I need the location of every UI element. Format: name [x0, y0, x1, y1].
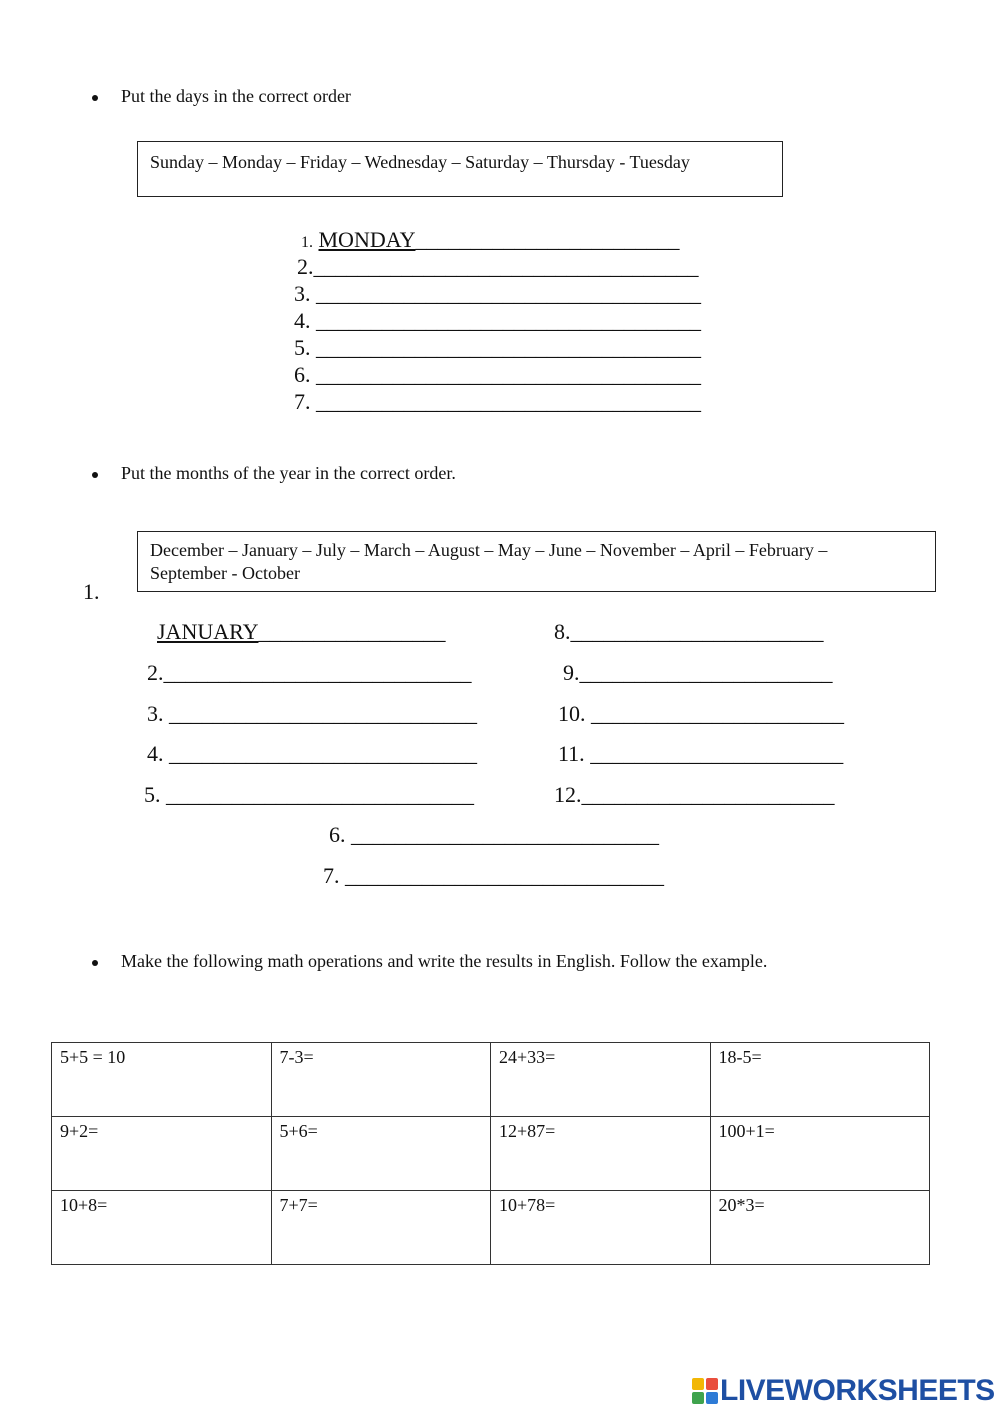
answer-blank[interactable]: _______________________ [584, 741, 844, 766]
answer-blank[interactable]: ________________________ [415, 227, 680, 252]
table-cell[interactable]: 10+8= [52, 1191, 272, 1265]
math-table [51, 1042, 930, 1265]
answer-blank[interactable]: _______________________ [579, 660, 833, 685]
answer-blank[interactable]: ___________________________________ [310, 281, 701, 306]
months-word-bank-line-2: September - October [150, 563, 300, 583]
logo-text: LIVEWORKSHEETS [720, 1374, 995, 1407]
answer-blank[interactable]: _______________________ [585, 701, 844, 726]
days-line-5[interactable] [294, 334, 701, 361]
days-word-bank [137, 141, 783, 197]
line-number: 5. [144, 782, 161, 807]
answer-blank[interactable]: ___________________________________ [310, 362, 701, 387]
answer-blank[interactable]: ___________________________________ [310, 335, 701, 360]
table-row [52, 1043, 930, 1117]
months-line-6[interactable] [329, 822, 659, 848]
days-line-1[interactable] [301, 226, 679, 256]
table-cell[interactable]: 100+1= [710, 1117, 930, 1191]
answer-blank[interactable]: ____________________________ [163, 741, 477, 766]
table-row [52, 1117, 930, 1191]
answer-blank[interactable]: ____________________________ [163, 701, 477, 726]
bullet-icon [92, 960, 98, 966]
line-number: 3. [294, 281, 311, 306]
line-number: 4. [147, 741, 164, 766]
logo-square-icon [692, 1392, 704, 1404]
days-line-4[interactable] [294, 307, 701, 334]
answer-blank[interactable]: _____________________________ [339, 863, 664, 888]
line-number: 2. [297, 254, 314, 279]
answer-blank[interactable]: ___________________________________ [313, 254, 699, 279]
table-cell[interactable]: 9+2= [52, 1117, 272, 1191]
answer-blank[interactable]: ___________________________________ [310, 308, 701, 333]
months-line-10[interactable] [558, 701, 844, 727]
answer-blank[interactable]: _______________________ [581, 782, 835, 807]
logo-square-icon [706, 1392, 718, 1404]
days-line-6[interactable] [294, 361, 701, 388]
days-line-2[interactable] [297, 253, 699, 280]
line-number: 10. [558, 701, 586, 726]
example-answer: MONDAY [318, 227, 416, 252]
days-instruction: Put the days in the correct order [121, 86, 351, 106]
answer-blank[interactable]: ____________________________ [345, 822, 659, 847]
months-line-12[interactable] [554, 782, 835, 808]
days-line-3[interactable] [294, 280, 701, 307]
table-cell[interactable]: 10+78= [491, 1191, 711, 1265]
days-line-7[interactable] [294, 388, 701, 415]
table-cell[interactable]: 24+33= [491, 1043, 711, 1117]
line-number: 3. [147, 701, 164, 726]
months-line-7[interactable] [323, 863, 664, 889]
bullet-icon [92, 95, 98, 101]
months-line-11[interactable] [558, 741, 843, 767]
line-number: 5. [294, 335, 311, 360]
table-cell[interactable]: 7+7= [271, 1191, 491, 1265]
table-cell[interactable]: 18-5= [710, 1043, 930, 1117]
days-word-bank-text: Sunday – Monday – Friday – Wednesday – Saturday – Thursday - Tuesday [150, 152, 690, 172]
liveworksheets-logo [692, 1376, 995, 1406]
bullet-icon [92, 472, 98, 478]
line-number: 1. [301, 234, 313, 251]
line-number: 2. [147, 660, 164, 685]
example-answer: JANUARY [157, 619, 259, 644]
line-number: 8. [554, 619, 571, 644]
months-word-bank [137, 531, 936, 592]
line-number: 9. [563, 660, 580, 685]
table-cell[interactable]: 12+87= [491, 1117, 711, 1191]
line-number: 12. [554, 782, 582, 807]
math-instruction: Make the following math operations and write the results in English. Follow the example. [121, 951, 768, 971]
answer-blank[interactable]: _________________ [258, 619, 446, 644]
months-instruction: Put the months of the year in the correct order. [121, 463, 456, 483]
answer-blank[interactable]: _______________________ [570, 619, 824, 644]
months-first-number: 1. [83, 579, 100, 604]
table-row [52, 1191, 930, 1265]
months-line-9[interactable] [563, 660, 833, 686]
months-line-4[interactable] [147, 741, 477, 767]
months-line-8[interactable] [554, 619, 824, 645]
months-line-2[interactable] [147, 660, 472, 686]
months-line-3[interactable] [147, 701, 477, 727]
line-number: 7. [323, 863, 340, 888]
table-cell[interactable]: 7-3= [271, 1043, 491, 1117]
table-cell[interactable]: 20*3= [710, 1191, 930, 1265]
table-cell[interactable]: 5+6= [271, 1117, 491, 1191]
line-number: 7. [294, 389, 311, 414]
logo-square-icon [692, 1378, 704, 1390]
table-cell[interactable]: 5+5 = 10 [52, 1043, 272, 1117]
months-line-5[interactable] [144, 782, 474, 808]
months-word-bank-line-1: December – January – July – March – August – May – June – November – April – February – [150, 540, 828, 560]
line-number: 4. [294, 308, 311, 333]
logo-square-icon [706, 1378, 718, 1390]
line-number: 6. [329, 822, 346, 847]
answer-blank[interactable]: ____________________________ [160, 782, 474, 807]
logo-mark-icon [692, 1378, 718, 1404]
answer-blank[interactable]: ____________________________ [163, 660, 472, 685]
answer-blank[interactable]: ___________________________________ [310, 389, 701, 414]
line-number: 6. [294, 362, 311, 387]
line-number: 11. [558, 741, 585, 766]
months-line-1[interactable] [157, 619, 445, 645]
